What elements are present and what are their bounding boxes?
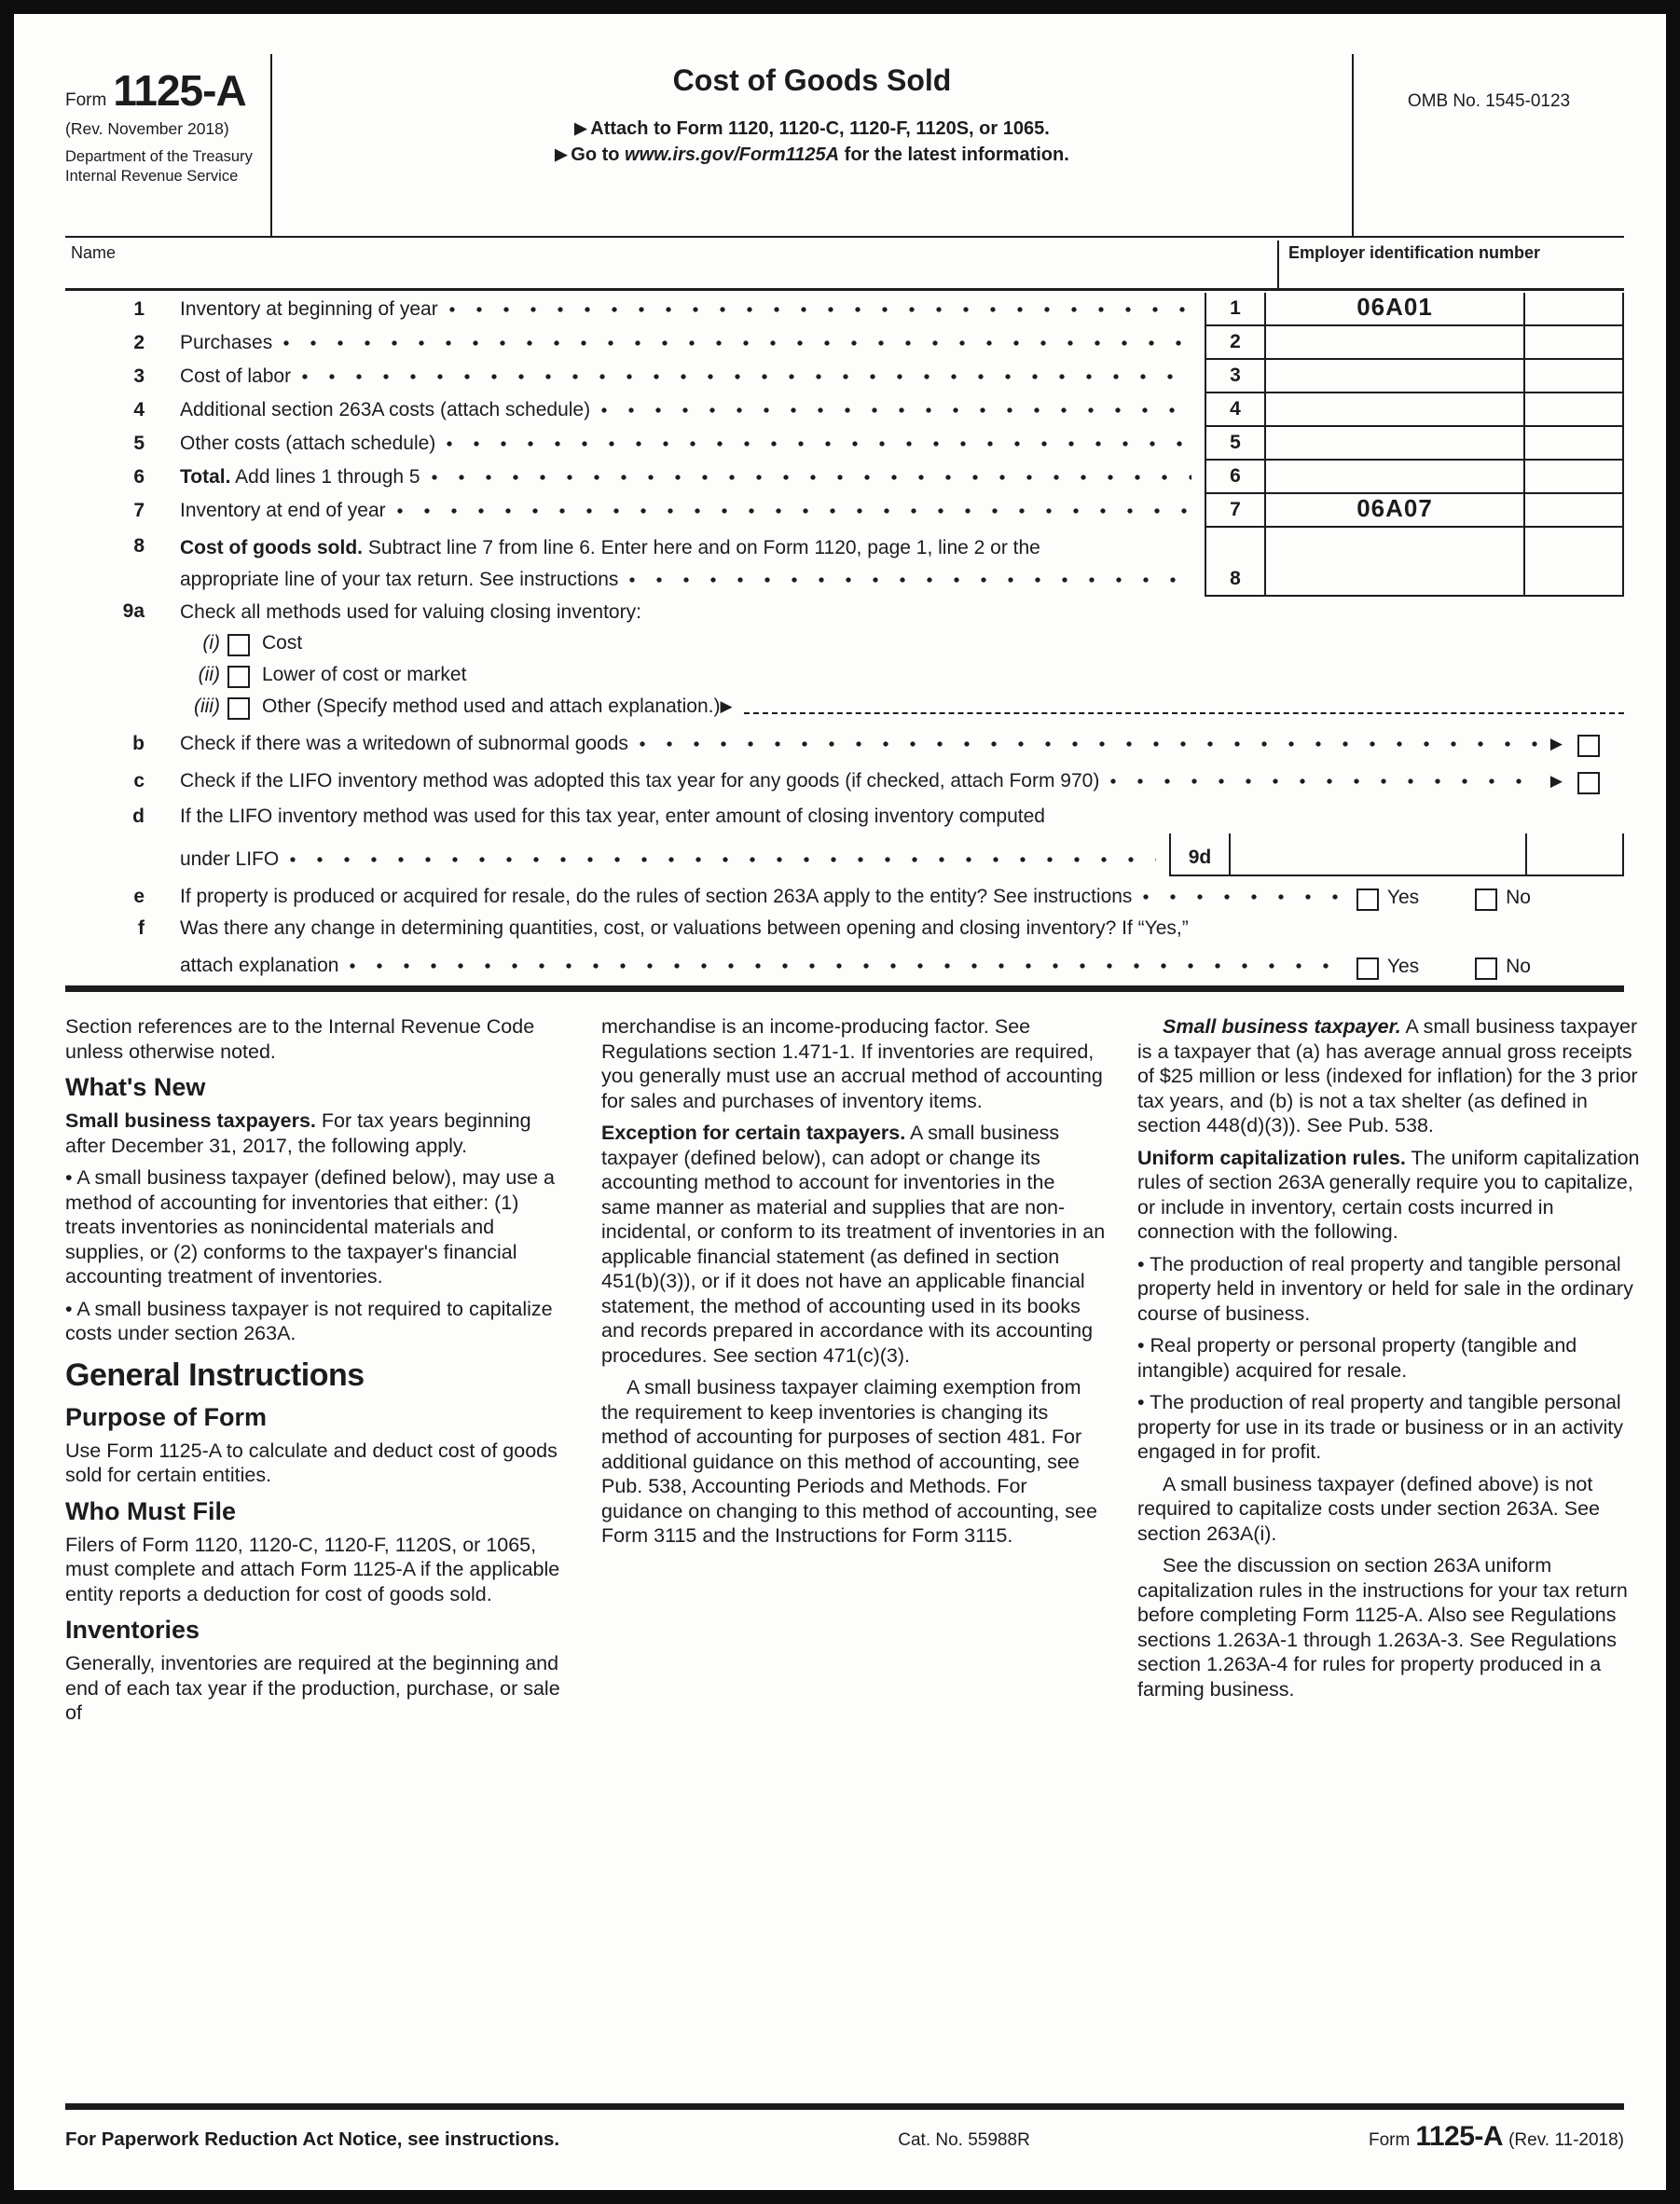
section263a-no-checkbox[interactable] xyxy=(1475,888,1497,911)
dot-leader xyxy=(283,340,1191,346)
line-9d-amount-box[interactable] xyxy=(1231,833,1525,876)
line-number: 1 xyxy=(133,298,145,320)
goto-suffix: for the latest information. xyxy=(839,145,1069,165)
dot-leader xyxy=(629,577,1191,583)
line-2-box-number: 2 xyxy=(1205,326,1266,360)
line-7-box-number: 7 xyxy=(1205,494,1266,528)
method-label: Cost xyxy=(262,632,303,654)
line-label: Inventory at beginning of year xyxy=(180,298,438,320)
line-7-row xyxy=(65,494,1624,528)
method-label: Lower of cost or market xyxy=(262,664,467,685)
dot-leader xyxy=(302,374,1191,379)
line-4-row xyxy=(65,393,1624,427)
identity-row xyxy=(65,241,1624,291)
form-number: 1125-A xyxy=(113,66,246,115)
purpose-paragraph: Use Form 1125-A to calculate and deduct cost of goods sold for certain entities. xyxy=(65,1439,558,1486)
other-method-specify-line[interactable] xyxy=(744,712,1624,714)
cost-checkbox[interactable] xyxy=(227,634,250,656)
instructions-column-1 xyxy=(65,1014,570,1733)
paperwork-notice: For Paperwork Reduction Act Notice, see instructions. xyxy=(65,2128,560,2150)
arrow-right-icon: ▶ xyxy=(574,119,587,137)
line-label: Other costs (attach schedule) xyxy=(180,433,436,454)
line-3-cents-box[interactable] xyxy=(1525,360,1624,393)
line-9b-row xyxy=(65,723,1624,761)
form-word: Form xyxy=(65,90,107,110)
heading-inventories: Inventories xyxy=(65,1616,200,1644)
line-letter: c xyxy=(133,770,145,792)
line-1-row xyxy=(65,293,1624,326)
arrow-right-icon: ▶ xyxy=(1549,735,1563,752)
line-2-amount-box[interactable] xyxy=(1266,326,1525,360)
other-method-checkbox[interactable] xyxy=(227,697,250,720)
line-number: 9a xyxy=(122,600,145,622)
inventories-paragraph: Generally, inventories are required at the beginning and end of each tax year if the production, purchase, or sale of xyxy=(65,1652,560,1724)
gutter-spacer xyxy=(65,686,145,692)
method-roman-numeral: (iii) xyxy=(194,696,220,717)
line-5-box-number: 5 xyxy=(1205,427,1266,461)
line-letter: e xyxy=(133,886,145,907)
line-6-row xyxy=(65,461,1624,494)
method-lower-row xyxy=(65,660,1624,692)
who-must-file-paragraph: Filers of Form 1120, 1120-C, 1120-F, 1120S, or 1065, must complete and attach Form 1125-A if the applicable entity reports a deduction for cost of goods sold. xyxy=(65,1533,560,1605)
line-7-value: 06A07 xyxy=(1356,494,1433,522)
agency-line-2: Internal Revenue Service xyxy=(65,168,239,185)
line-5-cents-box[interactable] xyxy=(1525,427,1624,461)
lifo-adopted-checkbox[interactable] xyxy=(1577,772,1600,794)
footer-form-word: Form xyxy=(1369,2130,1411,2150)
line-number: 4 xyxy=(133,399,145,420)
line-9f-row-1 xyxy=(65,914,1624,945)
line-letter: f xyxy=(138,917,145,939)
gutter-spacer xyxy=(65,977,145,983)
line-label-cont: attach explanation xyxy=(180,955,339,976)
line-2-cents-box[interactable] xyxy=(1525,326,1624,360)
section263a-yes-checkbox[interactable] xyxy=(1356,888,1379,911)
writedown-checkbox[interactable] xyxy=(1577,735,1600,757)
line-3-amount-box[interactable] xyxy=(1266,360,1525,393)
merchandise-paragraph: merchandise is an income-producing factor. See Regulations section 1.471-1. If inventories are required, you generally must use an accrual method of accounting for sales and purchases of inventory items. xyxy=(601,1015,1103,1112)
bullet-item: • A small business taxpayer is not required to capitalize costs under section 263A. xyxy=(65,1297,553,1344)
line-9c-row xyxy=(65,761,1624,798)
dot-leader xyxy=(290,857,1156,862)
line-8-row xyxy=(65,528,1624,597)
line-label: Add lines 1 through 5 xyxy=(230,466,420,488)
instructions-column-3 xyxy=(1137,1014,1650,1733)
line-1-cents-box[interactable] xyxy=(1525,293,1624,326)
omb-block xyxy=(1352,54,1624,236)
small-business-taxpayer-text: A small business taxpayer is a taxpayer that (a) has average annual gross receipts of $25 million or less (indexed for inflation) for the 3 prior tax years, and (b) is not a tax shelter (as defined in section 448(d)(3)). See Pub. 538. xyxy=(1137,1015,1638,1136)
exception-lead: Exception for certain taxpayers. xyxy=(601,1122,906,1144)
agency-line-1: Department of the Treasury xyxy=(65,148,253,165)
form-title-block xyxy=(272,54,1352,236)
line-number: 2 xyxy=(133,332,145,353)
line-5-row xyxy=(65,427,1624,461)
ein-label: Employer identification number xyxy=(1288,242,1541,262)
yes-label: Yes xyxy=(1386,956,1420,977)
arrow-right-icon: ▶ xyxy=(555,145,568,163)
line-4-amount-box[interactable] xyxy=(1266,393,1525,427)
line-1-value: 06A01 xyxy=(1356,293,1433,321)
exception-text: A small business taxpayer (defined below), can adopt or change its accounting method to account for inventories in the same manner as material and supplies that are non-incidental, or conform to its treatment of inventories in an applicable financial statement (as defined in section 451(b)(3)), or if it does not have an applicable financial statement, the method of accounting used in its books and records prepared in accordance with its accounting procedures. See section 471(c)(3). xyxy=(601,1122,1106,1367)
line-8-box-number: 8 xyxy=(1205,528,1266,597)
no-label: No xyxy=(1506,956,1531,977)
heading-who-must-file: Who Must File xyxy=(65,1496,236,1525)
footer-form-number: 1125-A xyxy=(1415,2121,1504,2152)
footer-revision: (Rev. 11-2018) xyxy=(1508,2130,1624,2150)
line-number: 3 xyxy=(133,365,145,387)
small-business-taxpayer-lead: Small business taxpayer. xyxy=(1163,1015,1401,1038)
line-label-cont: appropriate line of your tax return. See instructions xyxy=(180,569,619,590)
claiming-exemption-paragraph: A small business taxpayer claiming exemption from the requirement to keep inventories is changing its method of accounting for purposes of section 481. For additional guidance on this method of accounting, see Pub. 538, Accounting Periods and Methods. For guidance on changing to this method of accounting, see Form 3115 and the Instructions for Form 3115. xyxy=(601,1376,1097,1547)
line-7-amount-box[interactable] xyxy=(1266,494,1525,528)
dot-leader xyxy=(447,441,1191,447)
heading-whats-new: What's New xyxy=(65,1073,206,1101)
dot-leader xyxy=(350,963,1343,969)
line-label-cont: under LIFO xyxy=(180,848,280,870)
line-label: Was there any change in determining quantities, cost, or valuations between opening and closing inventory? If “Yes,” xyxy=(180,917,1189,939)
lower-cost-market-checkbox[interactable] xyxy=(227,666,250,688)
arrow-right-icon: ▶ xyxy=(1549,772,1563,790)
dot-leader xyxy=(449,307,1191,312)
bullet-item: • The production of real property and tangible personal property held in inventory or held for sale in the ordinary course of business. xyxy=(1137,1252,1633,1325)
gutter-spacer xyxy=(65,718,145,723)
line-9e-row xyxy=(65,876,1624,914)
line-2-row xyxy=(65,326,1624,360)
form-header xyxy=(65,54,1624,238)
line-label: Inventory at end of year xyxy=(180,500,386,521)
line-label: Subtract line 7 from line 6. Enter here and on Form 1120, page 1, line 2 or the xyxy=(362,537,1040,558)
line-3-row xyxy=(65,360,1624,393)
not-required-paragraph: A small business taxpayer (defined above) is not required to capitalize costs under section 263A. See section 263A(i). xyxy=(1137,1472,1600,1545)
catalog-number: Cat. No. 55988R xyxy=(898,2130,1030,2150)
line-9d-box-number: 9d xyxy=(1169,833,1231,876)
instructions xyxy=(65,1014,1640,1733)
dot-leader xyxy=(601,407,1191,413)
line-1-amount-box[interactable] xyxy=(1266,293,1525,326)
uniform-capitalization-text: The uniform capitalization rules of section 263A generally require you to capitalize, or include in inventory, certain costs incurred in connection with the following. xyxy=(1137,1146,1640,1243)
page-footer xyxy=(65,2103,1624,2153)
line-8-amount-box[interactable] xyxy=(1266,528,1525,597)
attach-instruction: Attach to Form 1120, 1120-C, 1120-F, 1120S, or 1065. xyxy=(590,118,1050,139)
line-letter: d xyxy=(132,806,145,827)
change-no-checkbox[interactable] xyxy=(1475,957,1497,980)
section-divider xyxy=(65,985,1624,992)
gutter-spacer xyxy=(65,654,145,660)
bullet-item: • The production of real property and tangible personal property for use in its trade or business or in an activity engaged in for profit. xyxy=(1137,1391,1624,1463)
section-references: Section references are to the Internal Revenue Code unless otherwise noted. xyxy=(65,1015,535,1063)
heading-general-instructions: General Instructions xyxy=(65,1357,365,1393)
line-label-bold: Cost of goods sold. xyxy=(180,537,363,558)
small-business-taxpayers-lead: Small business taxpayers. xyxy=(65,1109,316,1132)
line-9a-row xyxy=(65,597,1624,628)
name-label: Name xyxy=(71,242,117,262)
omb-number: OMB No. 1545-0123 xyxy=(1407,91,1571,111)
line-number: 6 xyxy=(133,466,145,488)
instructions-column-2 xyxy=(601,1014,1106,1733)
heading-purpose-of-form: Purpose of Form xyxy=(65,1402,268,1431)
line-7-cents-box[interactable] xyxy=(1525,494,1624,528)
method-roman-numeral: (i) xyxy=(202,632,220,654)
method-cost-row xyxy=(65,628,1624,660)
line-items xyxy=(65,293,1624,983)
line-9d-cents-box[interactable] xyxy=(1525,833,1624,876)
line-number: 7 xyxy=(133,500,145,521)
line-number: 8 xyxy=(133,535,145,557)
yes-label: Yes xyxy=(1386,887,1420,908)
dot-leader xyxy=(1143,894,1343,900)
goto-prefix: Go to xyxy=(571,145,626,165)
line-5-amount-box[interactable] xyxy=(1266,427,1525,461)
bullet-item: • A small business taxpayer (defined below), may use a method of accounting for inventories that either: (1) treats inventories as nonincidental materials and supplies, or (2) conforms to the taxpayer's financial accounting treatment of inventories. xyxy=(65,1166,555,1288)
line-letter: b xyxy=(132,733,145,754)
form-title: Cost of Goods Sold xyxy=(672,63,952,97)
method-other-row xyxy=(65,692,1624,723)
line-label: Cost of labor xyxy=(180,365,292,387)
revision-date: (Rev. November 2018) xyxy=(65,119,229,138)
dot-leader xyxy=(432,475,1191,480)
line-6-amount-box[interactable] xyxy=(1266,461,1525,494)
dot-leader xyxy=(640,741,1537,747)
line-4-box-number: 4 xyxy=(1205,393,1266,427)
line-label: If the LIFO inventory method was used for this tax year, enter amount of closing inventory computed xyxy=(180,806,1045,827)
line-6-box-number: 6 xyxy=(1205,461,1266,494)
line-label: Check all methods used for valuing closing inventory: xyxy=(180,601,641,623)
line-label: Purchases xyxy=(180,332,273,353)
line-label: Additional section 263A costs (attach schedule) xyxy=(180,399,591,420)
dot-leader xyxy=(397,508,1191,514)
gutter-spacer xyxy=(65,871,145,876)
line-label-bold: Total. xyxy=(180,466,231,488)
change-yes-checkbox[interactable] xyxy=(1356,957,1379,980)
line-1-box-number: 1 xyxy=(1205,293,1266,326)
line-label: If property is produced or acquired for resale, do the rules of section 263A apply to the entity? See instructions xyxy=(180,886,1133,907)
small-business-taxpayers-text: For tax years beginning after December 31, 2017, the following apply. xyxy=(65,1109,531,1157)
line-number: 5 xyxy=(133,433,145,454)
irs-url: www.irs.gov/Form1125A xyxy=(625,145,840,165)
name-field[interactable] xyxy=(65,241,1277,288)
method-roman-numeral: (ii) xyxy=(198,664,220,685)
bullet-item: • Real property or personal property (tangible and intangible) acquired for resale. xyxy=(1137,1334,1577,1382)
line-3-box-number: 3 xyxy=(1205,360,1266,393)
line-6-cents-box[interactable] xyxy=(1525,461,1624,494)
method-label: Other (Specify method used and attach explanation.) xyxy=(262,696,721,717)
form-id-block xyxy=(65,54,272,236)
ein-field[interactable] xyxy=(1277,241,1624,288)
dot-leader xyxy=(1110,778,1537,784)
uniform-capitalization-lead: Uniform capitalization rules. xyxy=(1137,1146,1406,1169)
line-4-cents-box[interactable] xyxy=(1525,393,1624,427)
line-label: Check if the LIFO inventory method was adopted this tax year for any goods (if checked, attach Form 970) xyxy=(180,770,1100,792)
line-9f-row-2 xyxy=(65,945,1624,983)
arrow-right-icon: ▶ xyxy=(720,697,733,715)
line-label: Check if there was a writedown of subnormal goods xyxy=(180,733,628,754)
line-9d-row-2 xyxy=(65,833,1624,876)
line-8-cents-box[interactable] xyxy=(1525,528,1624,597)
no-label: No xyxy=(1506,887,1531,908)
see-discussion-paragraph: See the discussion on section 263A uniform capitalization rules in the instructions for your tax return before completing Form 1125-A. Also see Regulations sections 1.263A-1 through 1.263A-3. See Regulations section 1.263A-4 for rules for property produced in a farming business. xyxy=(1137,1554,1628,1701)
